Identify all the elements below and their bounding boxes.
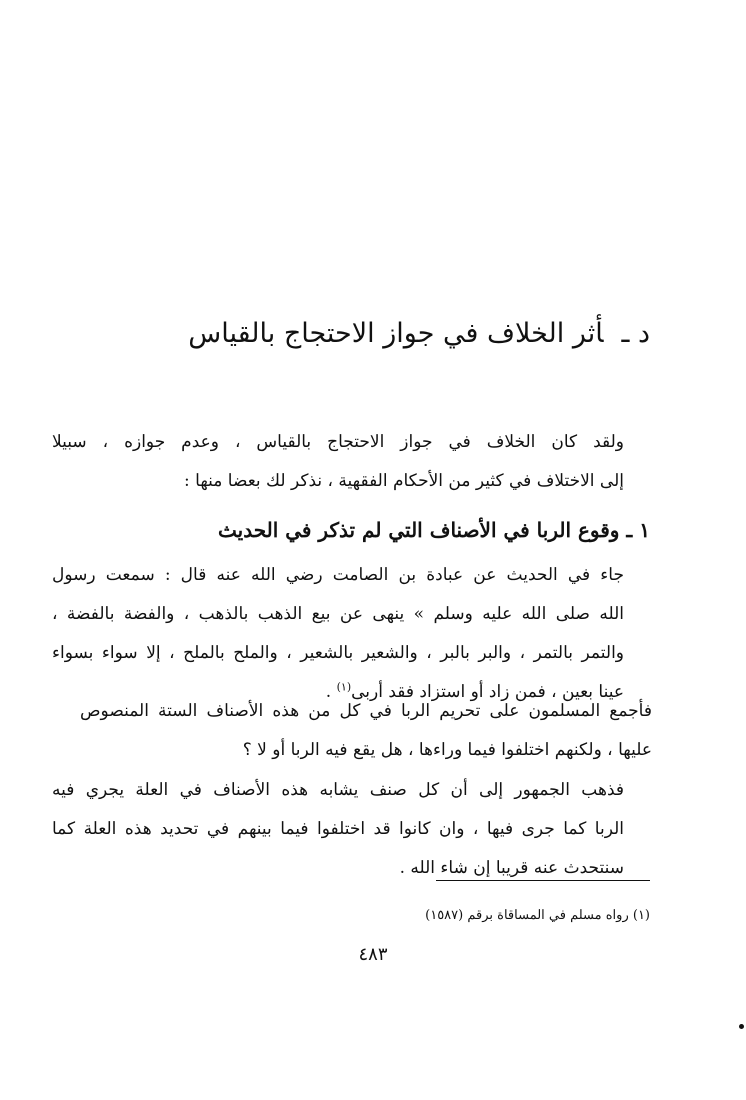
consensus-paragraph <box>80 692 652 770</box>
section-title-prefix: د ـ <box>621 318 650 349</box>
page-number: ٤٨٣ <box>358 944 388 965</box>
intro-paragraph <box>52 423 652 501</box>
paragraph-line: الله صلى الله عليه وسلم » ينهى عن بيع الذهب بالذهب ، والفضة بالفضة ، <box>52 604 624 624</box>
footnote-divider <box>436 880 650 881</box>
majority-paragraph <box>52 771 652 888</box>
section-title-text: أثر الخلاف في جواز الاحتجاج بالقياس <box>188 318 604 349</box>
paragraph-line: جاء في الحديث عن عبادة بن الصامت رضي الله عنه قال : سمعت رسول <box>52 565 624 585</box>
hadith-paragraph <box>52 556 652 712</box>
paragraph-line-end: . <box>325 682 337 702</box>
paragraph-line: فذهب الجمهور إلى أن كل صنف يشابه هذه الأصناف في العلة يجري فيه <box>52 780 624 800</box>
footnote-reference[interactable]: (١) <box>336 680 352 694</box>
subheading: ١ ـ وقوع الربا في الأصناف التي لم تذكر في الحديث <box>218 518 650 542</box>
paragraph-line: فأجمع المسلمون على تحريم الربا في كل من هذه الأصناف الستة المنصوص <box>80 701 652 721</box>
margin-dot <box>739 1024 744 1029</box>
intro-line: ولقد كان الخلاف في جواز الاحتجاج بالقياس ، وعدم جوازه ، سبيلا <box>52 432 624 452</box>
paragraph-line: الربا كما جرى فيها ، وان كانوا قد اختلفوا فيما بينهم في تحديد هذه العلة كما <box>52 819 624 839</box>
paragraph-line: عليها ، ولكنهم اختلفوا فيما وراءها ، هل يقع فيه الربا أو لا ؟ <box>242 740 652 760</box>
paragraph-line: سنتحدث عنه قريبا إن شاء الله . <box>399 858 624 878</box>
paragraph-line: والتمر بالتمر ، والبر بالبر ، والشعير بالشعير ، والملح بالملح ، إلا سواء بسواء <box>52 643 624 663</box>
paragraph-line-text: عينا بعين ، فمن زاد أو استزاد فقد أربى <box>351 682 624 702</box>
section-title <box>188 318 650 350</box>
footnote: (١) رواه مسلم في المساقاة برقم (١٥٨٧) <box>425 908 650 923</box>
intro-line: إلى الاختلاف في كثير من الأحكام الفقهية ، نذكر لك بعضا منها : <box>184 471 624 491</box>
